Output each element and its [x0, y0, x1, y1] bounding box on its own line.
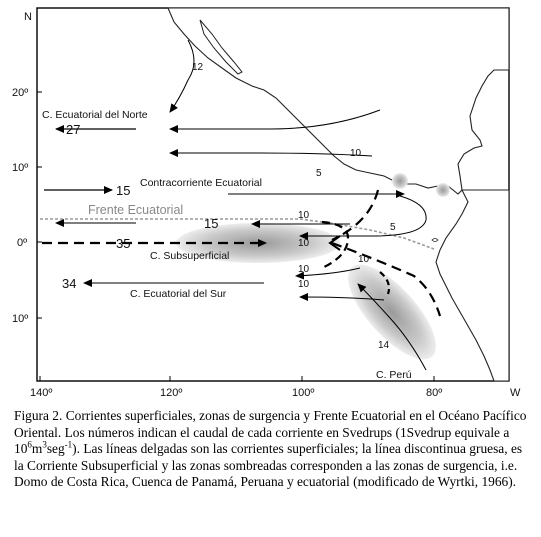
- north-label: N: [24, 11, 32, 23]
- label-north-equatorial-current: C. Ecuatorial del Norte: [42, 109, 148, 121]
- label-south-equatorial-current: C. Ecuatorial del Sur: [130, 288, 227, 300]
- caption-text-4: ). Las líneas delgadas son las corrientes superficiales; la línea discontinua gruesa, es la Corriente Subsuperficial y las zonas sombreadas corresponden a las zonas de surgencia, i.e. Domo de Costa Rica, Cuenca de Panamá, Peruana y ecuatorial (modificado de Wyrtki, 1966).: [14, 441, 523, 489]
- lat-label-10s: 10º: [12, 313, 29, 325]
- flow-value-34: 34: [62, 276, 77, 291]
- caption-sup-1: 6: [27, 439, 32, 450]
- flow-value-15-sub: 15: [204, 216, 219, 231]
- flow-value-14: 14: [378, 340, 390, 351]
- lat-label-20n: 20º: [12, 87, 29, 99]
- flow-value-15-counter: 15: [116, 183, 131, 198]
- flow-value-5-north: 5: [316, 168, 322, 179]
- flow-value-10-counter: 10: [298, 210, 310, 221]
- label-subsurface-current: C. Subsuperficial: [150, 250, 230, 262]
- caption-sup-2: 3: [42, 439, 47, 450]
- label-equatorial-front: Frente Ecuatorial: [88, 203, 184, 217]
- upwelling-panama-basin: [436, 183, 450, 197]
- label-countercurrent: Contracorriente Ecuatorial: [140, 177, 262, 189]
- flow-value-10-south: 10: [298, 264, 310, 275]
- flow-value-10-sub-right: 10: [298, 238, 310, 249]
- lat-label-0: 0º: [17, 237, 28, 249]
- lon-label-140: 140º: [30, 387, 53, 399]
- label-peru-current: C. Perú: [376, 369, 412, 381]
- flow-value-10-peru: 10: [358, 254, 370, 265]
- lat-label-10n: 10º: [12, 162, 29, 174]
- west-label: W: [510, 387, 521, 399]
- upwelling-costa-rica-dome: [392, 173, 408, 189]
- flow-value-12: 12: [192, 62, 204, 73]
- lon-label-100: 100º: [292, 387, 315, 399]
- lon-label-80: 80º: [426, 387, 443, 399]
- flow-value-27: 27: [66, 122, 81, 137]
- caption-sup-3: -1: [64, 439, 73, 450]
- galapagos: [432, 239, 438, 242]
- caption-text-3: seg: [46, 441, 65, 456]
- flow-value-35: 35: [116, 236, 131, 251]
- caption-text-2: m: [31, 441, 43, 456]
- flow-value-10-south-b: 10: [298, 279, 310, 290]
- flow-value-10-north: 10: [350, 148, 362, 159]
- caption-text-1: Figura 2. Corrientes superficiales, zonas de surgencia y Frente Ecuatorial en el Océano Pacífico Oriental. Los números indican el caudal de cada corriente en Svedrups (1Svedrup equivale a 10: [14, 408, 527, 456]
- flow-value-5-counter: 5: [390, 222, 396, 233]
- figure-caption: [14, 408, 532, 491]
- lon-label-120: 120º: [160, 387, 183, 399]
